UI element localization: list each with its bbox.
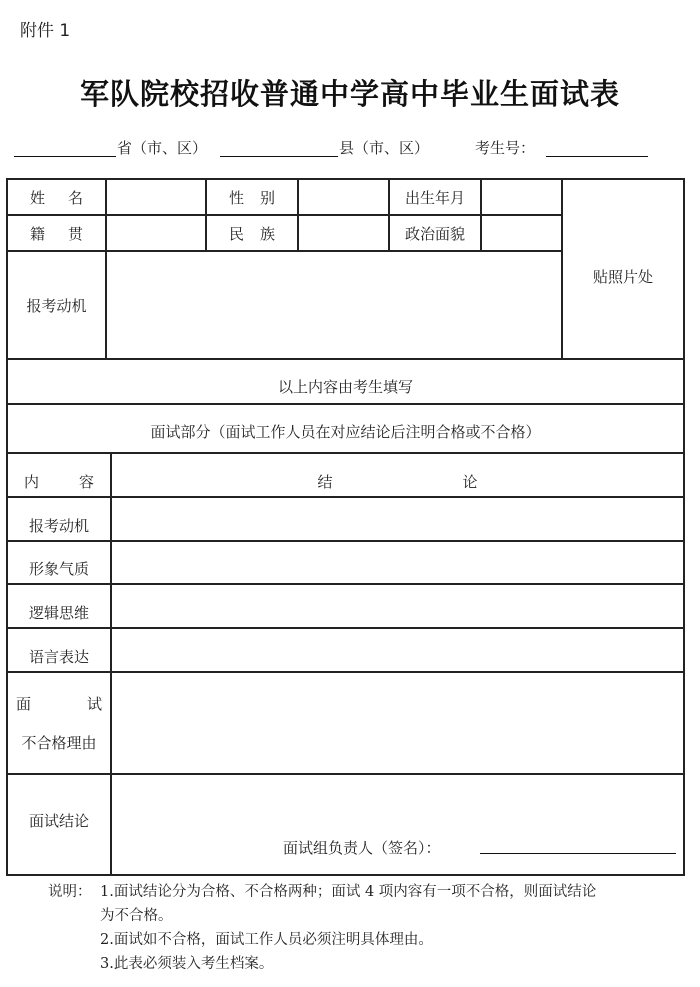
- county-label: 县（市、区）: [339, 139, 430, 157]
- ethnicity-label: [207, 216, 297, 250]
- applicant-fill-note: 以上内容由考生填写: [277, 378, 413, 396]
- fail-reason-char-2: 试: [86, 695, 102, 713]
- item-conclusion-appearance[interactable]: [112, 542, 683, 583]
- item-label-appearance: 形象气质: [28, 560, 89, 578]
- name-field[interactable]: [107, 180, 205, 214]
- fail-reason-char-1: 面: [16, 695, 32, 713]
- col-conclusion-char-2: 论: [462, 472, 478, 491]
- signer-label: 面试组负责人（签名）：: [283, 838, 441, 857]
- item-conclusion-motivation[interactable]: [112, 498, 683, 540]
- attachment-label: 附件 1: [20, 21, 71, 41]
- ethnicity-field[interactable]: [299, 216, 388, 250]
- item-label-motivation: 报考动机: [28, 516, 89, 535]
- note-item-1-cont: 为不合格。: [100, 908, 173, 924]
- political-status-label: 政治面貌: [404, 224, 465, 243]
- fail-reason-char-3: 不合格理由: [21, 734, 97, 752]
- native-place-field[interactable]: [107, 216, 205, 250]
- item-conclusion-expression[interactable]: [112, 629, 683, 671]
- col-content-char-2: 容: [78, 472, 94, 491]
- item-label-logic: 逻辑思维: [28, 603, 89, 622]
- fail-reason-field[interactable]: [112, 673, 683, 773]
- motivation-field[interactable]: [107, 252, 561, 358]
- birth-label: 出生年月: [404, 188, 465, 207]
- name-label-char-2: 名: [67, 188, 83, 207]
- motivation-label: 报考动机: [26, 296, 87, 315]
- native-place-label-char-1: 籍: [30, 224, 46, 243]
- col-header-content: [8, 454, 110, 496]
- signer-signature-field[interactable]: [480, 853, 676, 854]
- native-place-label-char-2: 贯: [67, 224, 83, 243]
- notes-label: 说明：: [48, 884, 92, 900]
- birth-field[interactable]: [482, 180, 561, 214]
- native-place-label: [8, 216, 105, 250]
- fail-reason-label: [8, 673, 110, 773]
- gender-field[interactable]: [299, 180, 388, 214]
- ethnicity-label-char-2: 族: [259, 224, 275, 243]
- fail-reason-label-top: [16, 693, 102, 714]
- note-item-1: 1.面试结论分为合格、不合格两种；面试 4 项内容有一项不合格，则面试结论: [100, 884, 597, 900]
- photo-placeholder[interactable]: [563, 180, 683, 358]
- col-header-conclusion: [112, 454, 683, 496]
- province-field[interactable]: [14, 156, 116, 157]
- interview-section-heading: 面试部分（面试工作人员在对应结论后注明合格或不合格）: [150, 423, 541, 441]
- province-label: 省（市、区）: [117, 139, 208, 157]
- item-label-expression: 语言表达: [28, 647, 89, 666]
- conclusion-label: 面试结论: [28, 812, 89, 830]
- form-title: 军队院校招收普通中学高中毕业生面试表: [79, 77, 620, 111]
- name-label-char-1: 姓: [30, 188, 46, 207]
- ethnicity-label-char-1: 民: [229, 224, 245, 243]
- county-field[interactable]: [220, 156, 338, 157]
- gender-label-char-2: 别: [259, 188, 275, 207]
- name-label: [8, 180, 105, 214]
- photo-label: 贴照片处: [592, 268, 653, 286]
- notes-section: [48, 880, 596, 976]
- political-status-field[interactable]: [482, 216, 561, 250]
- gender-label: [207, 180, 297, 214]
- exam-no-field[interactable]: [546, 156, 648, 157]
- col-content-char-1: 内: [24, 472, 40, 491]
- note-item-2: 2.面试如不合格，面试工作人员必须注明具体理由。: [100, 932, 433, 948]
- col-conclusion-char-1: 结: [317, 472, 333, 491]
- item-conclusion-logic[interactable]: [112, 585, 683, 627]
- note-item-3: 3.此表必须装入考生档案。: [100, 956, 274, 972]
- exam-no-label: 考生号：: [475, 139, 536, 157]
- gender-label-char-1: 性: [229, 188, 245, 207]
